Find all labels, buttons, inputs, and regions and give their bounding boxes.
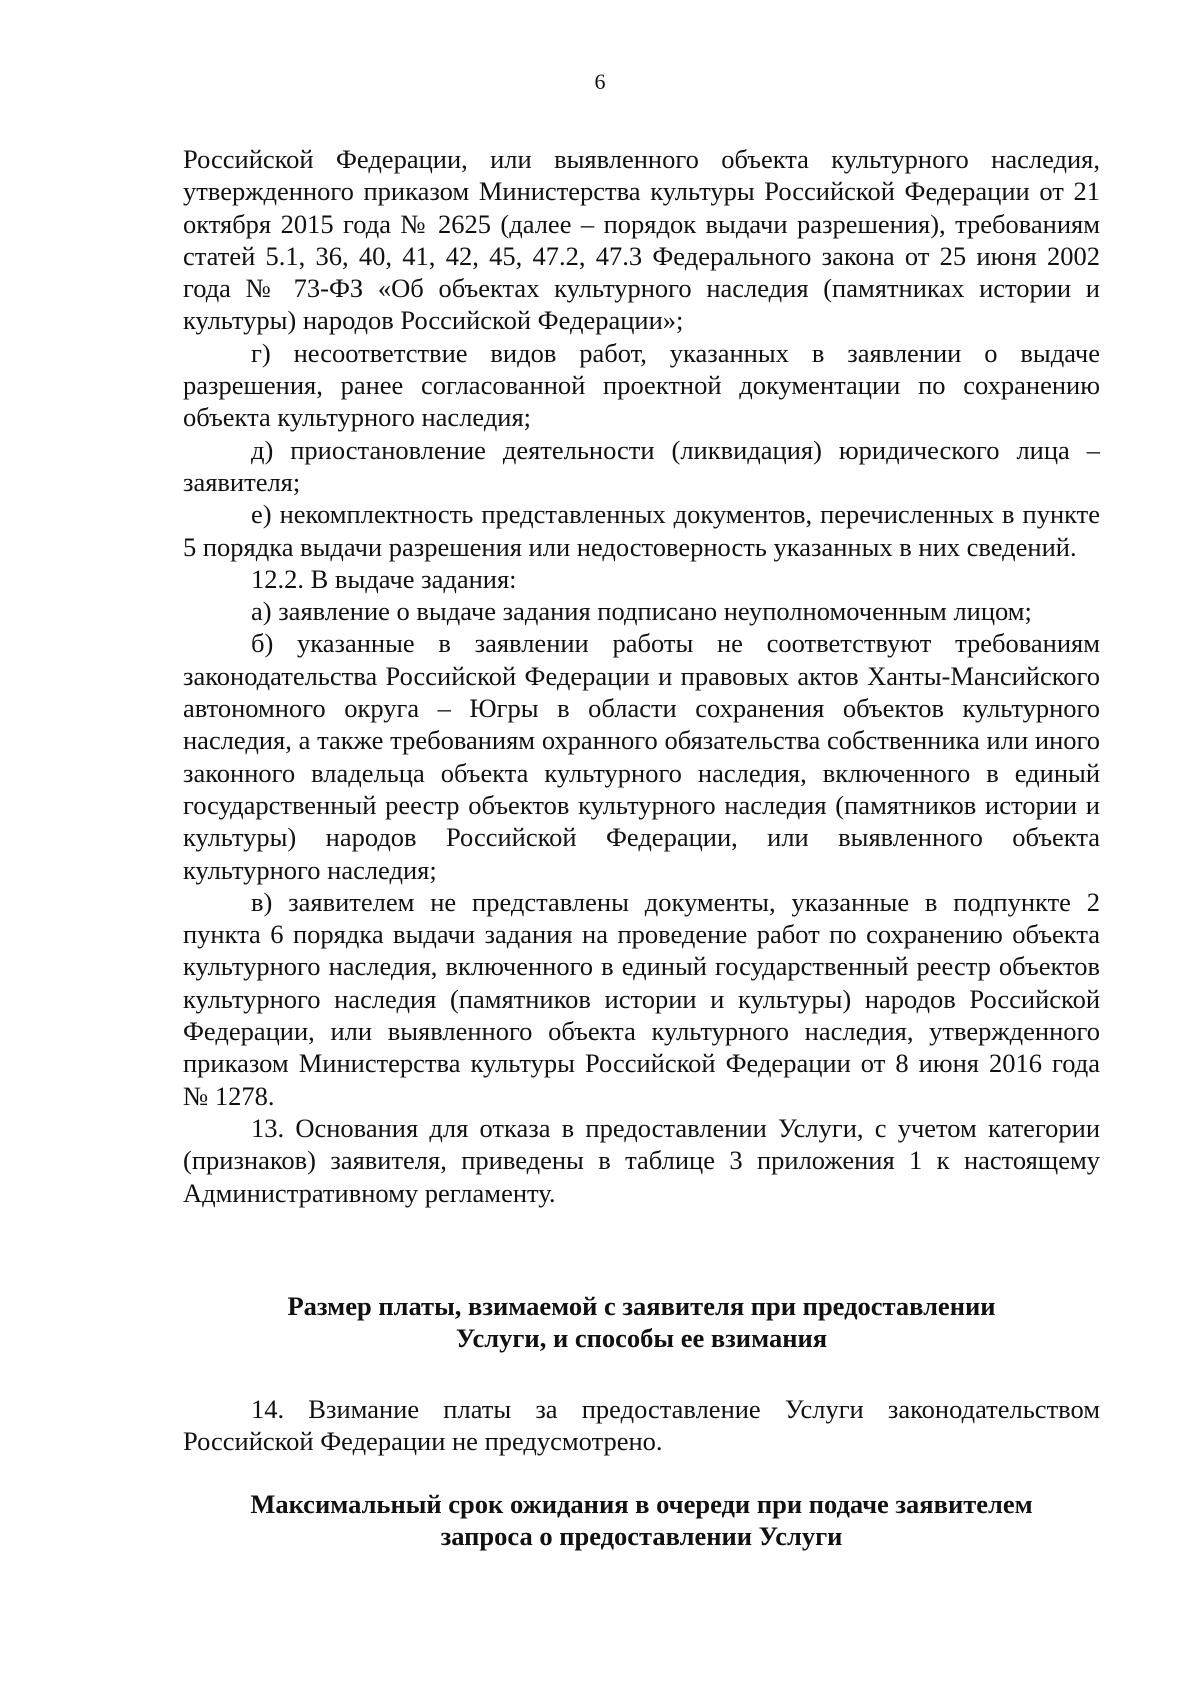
paragraph-item-d: д) приостановление деятельности (ликвидация) юридического лица – заявителя; — [183, 434, 1100, 497]
section-heading-fee-line-1: Размер платы, взимаемой с заявителя при предоставлении — [287, 1291, 996, 1321]
paragraph-item-v: в) заявителем не представлены документы, указанные в подпункте 2 пункта 6 порядка выдачи задания на проведение работ по сохранению объекта культурного наследия, включенного в единый государственный реестр объектов культурного наследия (памятников истории и культуры) народов Российской Федерации, или выявленного объекта культурного наследия, утвержденного приказом Министерства культуры Российской Федерации от 8 июня 2016 года № 1278. — [183, 886, 1100, 1111]
paragraph-continuation: Российской Федерации, или выявленного объекта культурного наследия, утвержденного приказом Министерства культуры Российской Федерации от 21 октября 2015 года № 2625 (далее – порядок выдачи разрешения), требованиям статей 5.1, 36, 40, 41, 42, 45, 47.2, 47.3 Федерального закона от 25 июня 2002 года № 73-ФЗ «Об объектах культурного наследия (памятниках истории и культуры) народов Российской Федерации»; — [183, 144, 1100, 336]
paragraph-12-2: 12.2. В выдаче задания: — [251, 563, 517, 594]
section-heading-queue — [183, 1488, 1100, 1553]
paragraph-14: 14. Взимание платы за предоставление Услуги законодательством Российской Федерации не предусмотрено. — [183, 1394, 1100, 1457]
paragraph-14-block — [183, 1393, 1100, 1458]
section-heading-queue-line-1: Максимальный срок ожидания в очереди при подаче заявителем — [250, 1489, 1033, 1519]
section-heading-fee — [183, 1290, 1100, 1355]
paragraph-item-g: г) несоответствие видов работ, указанных в заявлении о выдаче разрешения, ранее согласованной проектной документации по сохранению объекта культурного наследия; — [183, 337, 1100, 433]
paragraph-item-e: е) некомплектность представленных документов, перечисленных в пункте 5 порядка выдачи разрешения или недостоверность указанных в них сведений. — [183, 499, 1100, 562]
paragraph-item-a: а) заявление о выдаче задания подписано неуполномоченным лицом; — [251, 596, 1032, 627]
page-number: 6 — [594, 69, 606, 94]
paragraph-item-b: б) указанные в заявлении работы не соответствуют требованиям законодательства Российской Федерации и правовых актов Ханты-Мансийского автономного округа – Югры в области сохранения объектов культурного наследия, а также требованиям охранного обязательства собственника или иного законного владельца объекта культурного наследия, включенного в единый государственный реестр объектов культурного наследия (памятников истории и культуры) народов Российской Федерации, или выявленного объекта культурного наследия; — [183, 628, 1100, 885]
paragraph-13: 13. Основания для отказа в предоставлении Услуги, с учетом категории (признаков) заявителя, приведены в таблице 3 приложения 1 к настоящему Административному регламенту. — [183, 1112, 1100, 1208]
section-heading-queue-line-2: запроса о предоставлении Услуги — [440, 1521, 843, 1552]
section-heading-fee-line-2: Услуги, и способы ее взимания — [455, 1323, 828, 1354]
document-body — [183, 143, 1100, 1209]
